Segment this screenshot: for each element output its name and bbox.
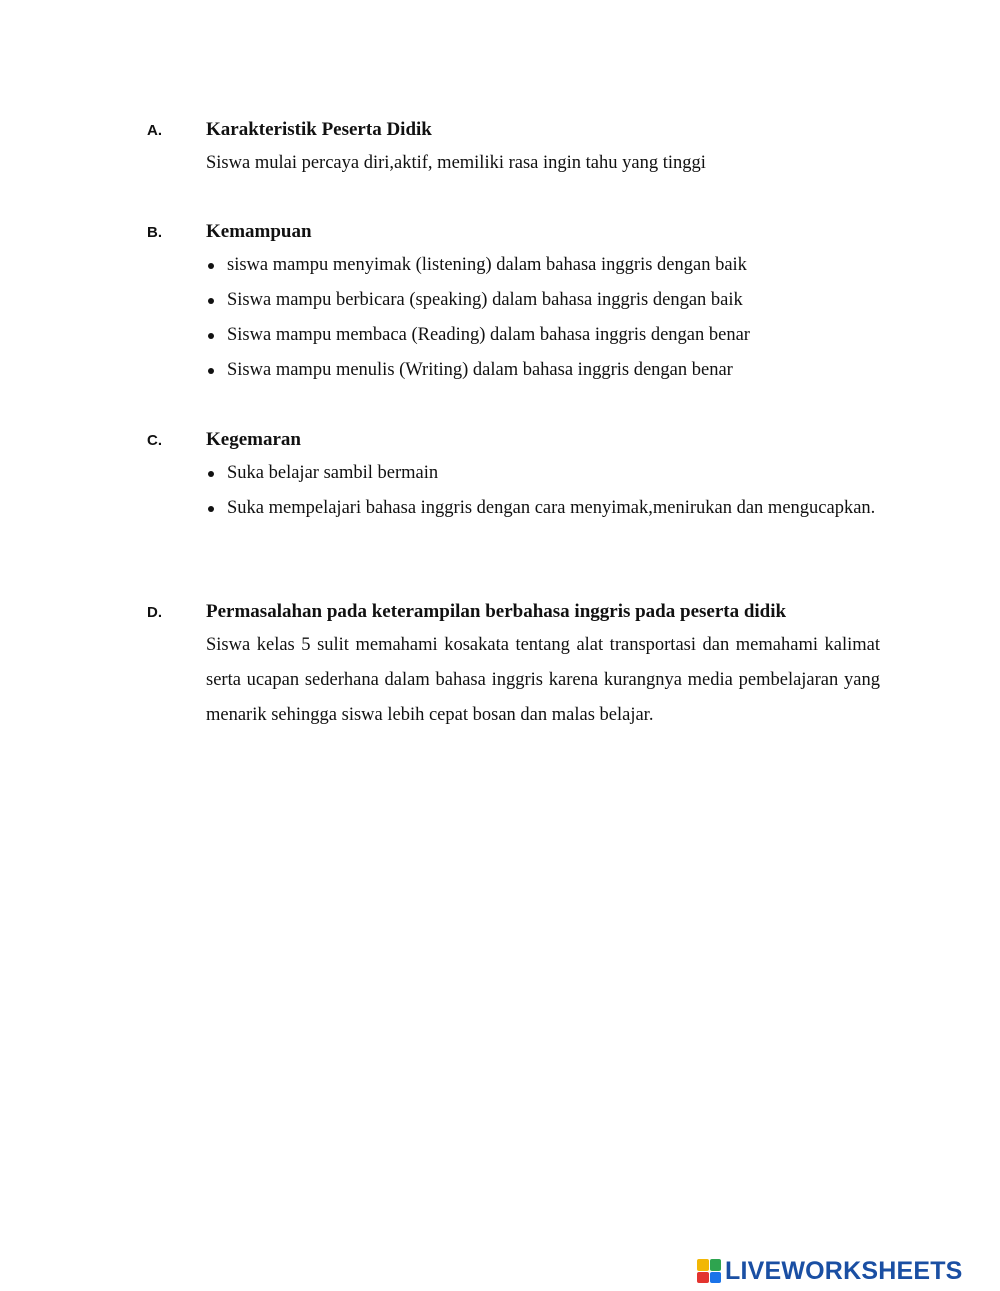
list-item: Suka belajar sambil bermain (206, 456, 880, 491)
section-heading: Karakteristik Peserta Didik (206, 119, 432, 140)
list-item: Suka mempelajari bahasa inggris dengan cara menyimak,menirukan dan mengucapkan. (206, 491, 880, 526)
section-text: Siswa kelas 5 sulit memahami kosakata tentang alat transportasi dan memahami kalimat serta ucapan sederhana dalam bahasa inggris karena kurangnya media pembelajaran yang menarik sehingga siswa lebih cepat bosan dan malas belajar. (206, 635, 880, 725)
list-item: Siswa mampu membaca (Reading) dalam bahasa inggris dengan benar (206, 318, 880, 353)
bullet-icon (208, 471, 214, 477)
section-letter: C. (147, 432, 162, 449)
bullet-list (206, 248, 880, 388)
liveworksheets-logo (697, 1257, 963, 1285)
list-item: Siswa mampu menulis (Writing) dalam bahasa inggris dengan benar (206, 353, 880, 388)
section-heading: Permasalahan pada keterampilan berbahasa inggris pada peserta didik (206, 601, 787, 622)
bullet-icon (208, 263, 214, 269)
logo-badge-icon (697, 1259, 721, 1283)
section-heading: Kegemaran (206, 429, 301, 450)
bullet-list (206, 456, 880, 526)
bullet-icon (208, 333, 214, 339)
list-item: siswa mampu menyimak (listening) dalam bahasa inggris dengan baik (206, 248, 880, 283)
section-text: Siswa mulai percaya diri,aktif, memiliki rasa ingin tahu yang tinggi (206, 153, 706, 173)
logo-text: LIVEWORKSHEETS (725, 1256, 963, 1285)
bullet-icon (208, 506, 214, 512)
section-letter: A. (147, 122, 162, 139)
section-letter: B. (147, 224, 162, 241)
bullet-icon (208, 368, 214, 374)
section-letter: D. (147, 604, 162, 621)
list-item: Siswa mampu berbicara (speaking) dalam bahasa inggris dengan baik (206, 283, 880, 318)
bullet-icon (208, 298, 214, 304)
section-heading: Kemampuan (206, 221, 312, 242)
